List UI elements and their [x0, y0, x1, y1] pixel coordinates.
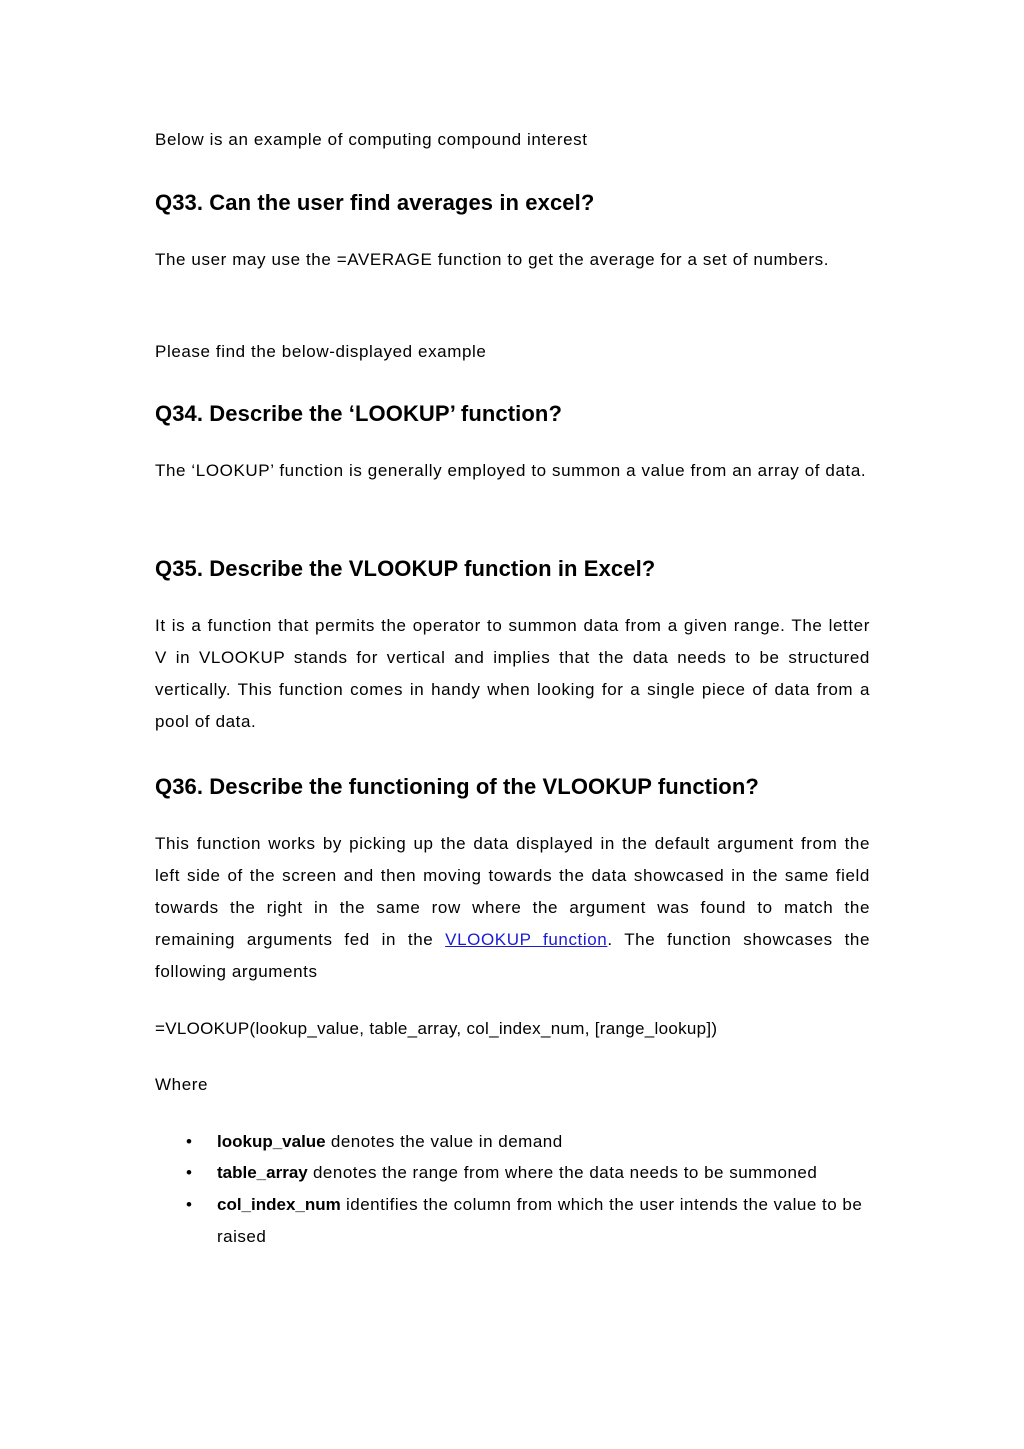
q36-paragraph-text-start: This function works by picking up the data displayed in the default argument from the left side of the screen and then moving towards the data showcased in the same field towards the right in the same row where the argument was found to match the remaining arguments fed in the [155, 834, 870, 949]
argument-term: table_array [217, 1163, 308, 1182]
arguments-list [155, 1127, 870, 1253]
intro-text: Below is an example of computing compound interest [155, 130, 588, 149]
argument-description: denotes the value in demand [325, 1132, 563, 1151]
q35-paragraph: It is a function that permits the operator to summon data from a given range. The letter V in VLOOKUP stands for vertical and implies that the data needs to be structured vertically. This function comes in handy when looking for a single piece of data from a pool of data. [155, 616, 870, 731]
vlookup-function-link[interactable]: VLOOKUP function [445, 930, 608, 949]
argument-term: col_index_num [217, 1195, 341, 1214]
bullet-icon: • [186, 1195, 193, 1214]
bullet-icon: • [186, 1163, 193, 1182]
where-label: Where [155, 1075, 209, 1094]
vlookup-formula: =VLOOKUP(lookup_value, table_array, col_index_num, [range_lookup]) [155, 1019, 718, 1038]
q36-heading: Q36. Describe the functioning of the VLOOKUP function? [155, 774, 759, 799]
q33-example-note: Please find the below-displayed example [155, 342, 487, 361]
argument-description: denotes the range from where the data needs to be summoned [307, 1163, 818, 1182]
q33-heading: Q33. Can the user find averages in excel? [155, 190, 595, 215]
q36-paragraph [155, 828, 870, 988]
argument-description: identifies the column from which the user intends the value to be raised [217, 1195, 863, 1246]
q36-paragraph-text-end: . The function showcases the following arguments [155, 930, 870, 981]
argument-term: lookup_value [217, 1132, 326, 1151]
list-item [155, 1157, 870, 1189]
q33-paragraph: The user may use the =AVERAGE function to get the average for a set of numbers. [155, 250, 830, 269]
bullet-icon: • [186, 1132, 193, 1151]
q35-heading: Q35. Describe the VLOOKUP function in Excel? [155, 556, 656, 581]
q34-paragraph: The ‘LOOKUP’ function is generally employed to summon a value from an array of data. [155, 461, 867, 480]
q34-heading: Q34. Describe the ‘LOOKUP’ function? [155, 401, 563, 426]
list-item [155, 1189, 870, 1253]
list-item [155, 1127, 870, 1157]
